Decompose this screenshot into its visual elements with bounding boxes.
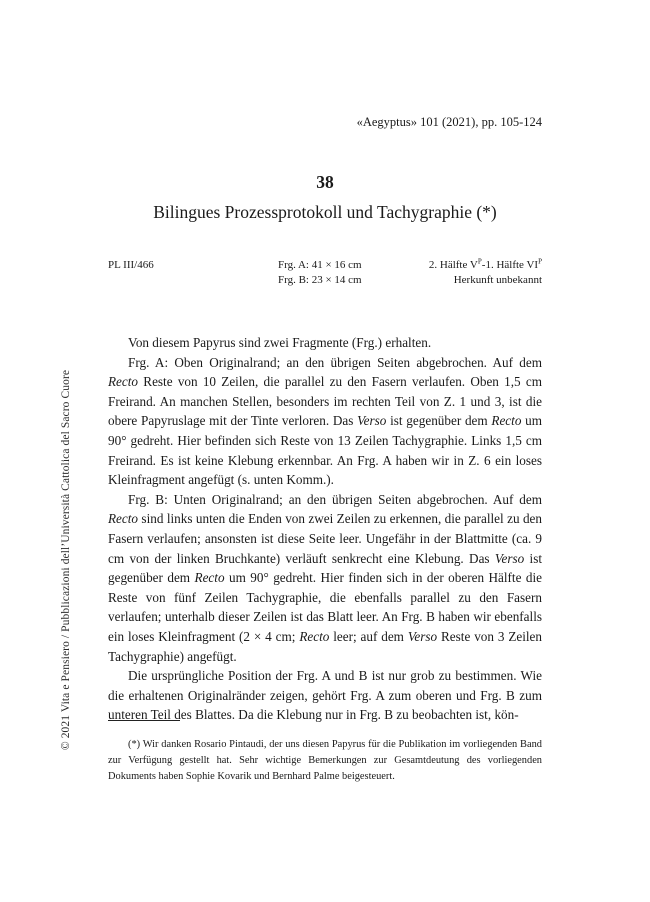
footnote-rule [108, 720, 180, 721]
inventory-number [108, 258, 154, 273]
provenance: Herkunft unbekannt [453, 274, 542, 286]
paragraph: Die ursprüngliche Position der Frg. A und B ist nur grob zu bestimmen. Wie die erhaltenen Originalränder zeigen, gehört Frg. A zum oberen und Frg. B zum unteren Teil des Blattes. Da die Klebung nur in Frg. B zu beobachten ist, kön- [108, 668, 542, 723]
paragraph: Frg. A: Oben Originalrand; an den übrigen Seiten abgebrochen. Auf dem Recto Reste von 10 Zeilen, die parallel zu den Fasern verlaufen. Oben 1,5 cm Freirand. An manchen Stellen, besonders im rechten Teil von Z. 1 und 3, ist die obere Papyruslage mit der Tinte verloren. Das Verso ist gegenüber dem Recto um 90° gedreht. Hier befinden sich Reste von 13 Zeilen Tachygraphie. Links 1,5 cm Freirand. Es ist keine Klebung erkennbar. An Frg. A haben wir in Z. 6 ein loses Kleinfragment angefügt (s. unten Komm.). [108, 354, 542, 488]
inventory-label: PL III/466 [108, 259, 154, 271]
date-range: 2. Hälfte $V^P-1$. Hälfte $VI^P$ [428, 257, 542, 271]
footnote [108, 737, 542, 785]
date-provenance [429, 258, 542, 288]
dimension-frg-b: Frg. B: 23 × 14 cm [278, 274, 362, 286]
paragraph: Von diesem Papyrus sind zwei Fragmente (Frg.) erhalten. [128, 335, 432, 350]
dimension-frg-a: Frg. A: 41 × 16 cm [278, 259, 362, 271]
journal-reference: «Aegyptus» 101 (2021), pp. 105-124 [356, 115, 542, 129]
fragment-dimensions [278, 258, 362, 288]
article-title: Bilingues Prozessprotokoll und Tachygraphie (*) [153, 202, 497, 222]
footnote-text: (*) Wir danken Rosario Pintaudi, der uns diesen Papyrus für die Publikation im vorliegenden Band zur Verfügung gestellt hat. Sehr wichtige Bemerkungen zur Gesamtdeutung des vorliegenden Dokuments haben Sophie Kovarik und Bernhard Palme beigesteuert. [108, 739, 542, 782]
copyright-side-note: © 2021 Vita e Pensiero / Pubblicazioni dell’Università Cattolica del Sacro Cuore [60, 369, 72, 751]
article-number: 38 [316, 172, 334, 192]
paragraph: Frg. B: Unten Originalrand; an den übrigen Seiten abgebrochen. Auf dem Recto sind links unten die Enden von zwei Zeilen zu erkennen, die parallel zu den Fasern verlaufen; ansonsten ist diese Seite leer. Ungefähr in der Blattmitte (ca. 9 cm von der linken Bruchkante) verläuft senkrecht eine Klebung. Das Verso ist gegenüber dem Recto um 90° gedreht. Hier finden sich in der oberen Hälfte die Reste von fünf Zeilen Tachygraphie, die ebenfalls parallel zu den Fasern verlaufen; unterhalb dieser Zeilen ist das Blatt leer. An Frg. B haben wir ebenfalls ein loses Kleinfragment (2 × 4 cm; Recto leer; auf dem Verso Reste von 3 Zeilen Tachygraphie) angefügt. [108, 491, 542, 664]
main-text [108, 333, 542, 725]
